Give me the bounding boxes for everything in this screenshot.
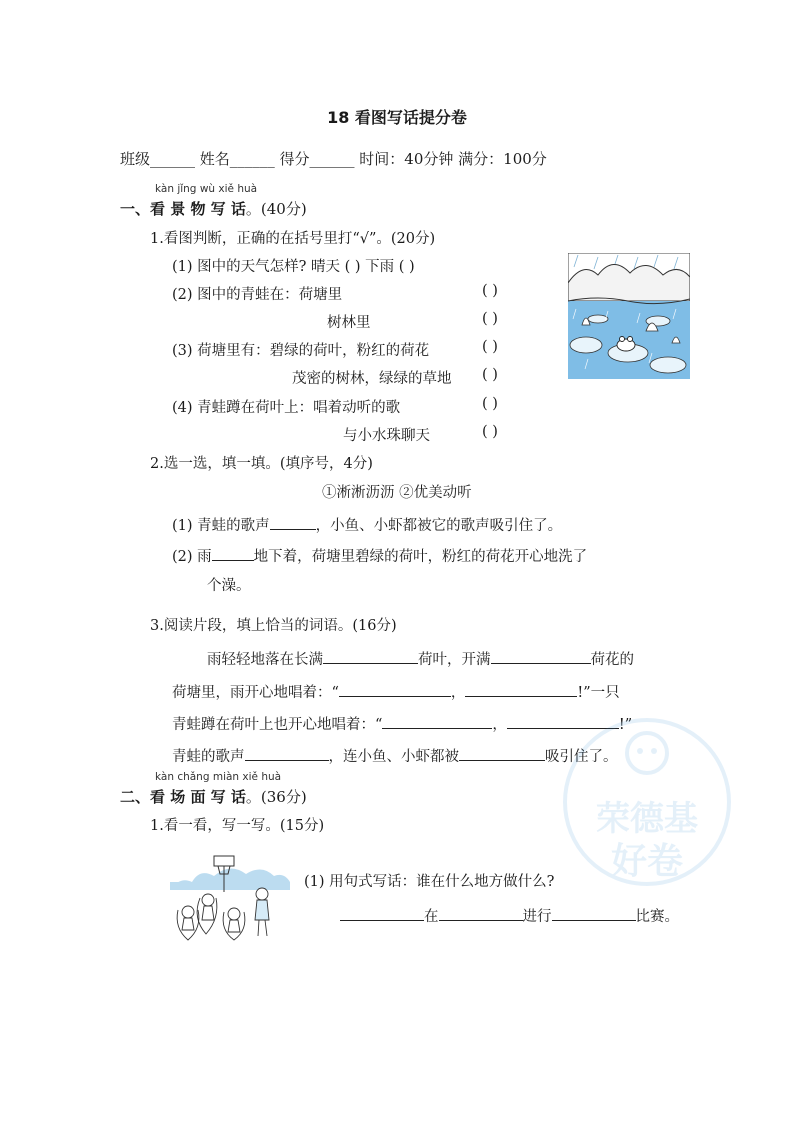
section2-q1-stem: 1.看一看，写一写。(15分) [150,818,325,834]
section2-fill-line: 在 进行 比赛。 [340,905,679,926]
q1-row-4: (3) 荷塘里有：碧绿的荷叶，粉红的荷花 [172,343,430,359]
watermark-line-1: 荣德基 [596,799,698,839]
q2-item-1-blank[interactable] [270,515,316,530]
publisher-watermark-logo [560,715,735,890]
q3-line-2: 荷塘里，雨开心地唱着：“ ， !”一只 [172,681,620,702]
q3-blank-2[interactable] [491,649,591,664]
q1-row-1: (1) 图中的天气怎样? 晴天 ( ) 下雨 ( ) [172,259,415,275]
q1-row-7-paren: ( ) [482,424,498,440]
who-blank[interactable] [340,906,424,921]
q3-blank-4[interactable] [465,682,577,697]
q3-blank-5[interactable] [382,714,492,729]
rainy-pond-frog-illustration [568,253,690,379]
q1-row-3-paren: ( ) [482,311,498,327]
q2-item-2-blank[interactable] [212,546,254,561]
q2-stem: 2.选一选，填一填。(填序号，4分) [150,456,373,472]
q3-line-4: 青蛙的歌声 ，连小鱼、小虾都被 吸引住了。 [172,745,618,766]
q1-row-5: 茂密的树林，绿绿的草地 [292,371,452,387]
page-title: 18 看图写话提分卷 [327,108,467,127]
q2-item-2: (2) 雨 地下着，荷塘里碧绿的荷叶，粉红的荷花开心地洗了 [172,545,587,566]
q1-row-2-paren: ( ) [482,283,498,299]
student-info-line: 班级______ 姓名______ 得分______ 时间：40分钟 满分：100分 [120,150,547,168]
q1-row-5-paren: ( ) [482,367,498,383]
section2-heading: 二、看 场 面 写 话。(36分) [120,788,307,806]
section1-heading: 一、看 景 物 写 话。(40分) [120,200,307,218]
q1-row-7: 与小水珠聊天 [343,428,430,444]
q3-line-1: 雨轻轻地落在长满 荷叶，开满 荷花的 [207,648,634,669]
q1-row-2: (2) 图中的青蛙在：荷塘里 [172,287,343,303]
q1-row-3: 树林里 [327,315,371,331]
where-blank[interactable] [439,906,523,921]
section2-item-1: (1) 用句式写话：谁在什么地方做什么? [304,874,555,890]
q1-stem: 1.看图判断，正确的在括号里打“√”。(20分) [150,231,436,247]
q2-item-1: (1) 青蛙的歌声 ，小鱼、小虾都被它的歌声吸引住了。 [172,514,562,535]
rope-skipping-illustration [170,852,290,942]
section2-pinyin: kàn chǎng miàn xiě huà [155,771,282,783]
q1-row-4-paren: ( ) [482,339,498,355]
q1-row-6: (4) 青蛙蹲在荷叶上：唱着动听的歌 [172,400,401,416]
q3-stem: 3.阅读片段，填上恰当的词语。(16分) [150,618,397,634]
watermark-line-2: 好卷 [610,841,684,882]
q3-line-3: 青蛙蹲在荷叶上也开心地唱着：“ ， !” [172,713,632,734]
q3-blank-8[interactable] [459,746,545,761]
q2-item-2-continued: 个澡。 [207,578,251,594]
q3-blank-7[interactable] [245,746,329,761]
section1-pinyin: kàn jǐng wù xiě huà [155,183,258,195]
q3-blank-3[interactable] [339,682,451,697]
q1-row-6-paren: ( ) [482,396,498,412]
q2-options: ①淅淅沥沥 ②优美动听 [322,485,472,501]
q3-blank-1[interactable] [323,649,418,664]
what-blank[interactable] [552,906,636,921]
